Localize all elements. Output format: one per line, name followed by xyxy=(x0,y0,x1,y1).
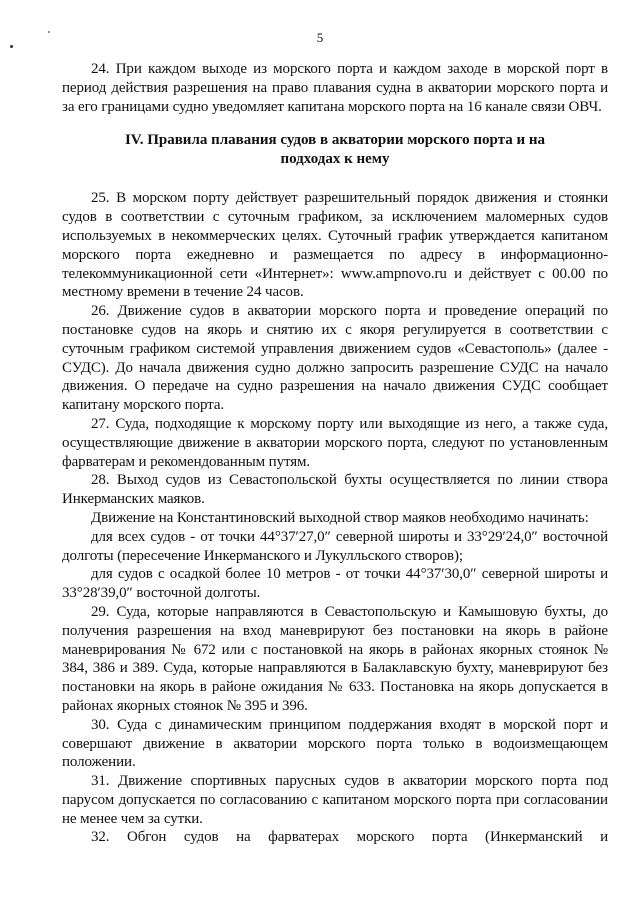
paragraph-24: 24. При каждом выходе из морского порта и каждом заходе в морской порт в период действия разрешения на право плавания судна в акватории морского порта и за его границами судно уведомляет капитана морского порта на 16 канале связи ОВЧ. xyxy=(62,61,608,115)
paragraph-30: 30. Суда с динамическим принципом поддержания входят в морской порт и совершают движение в акватории морского порта только в водоизмещающем положении. xyxy=(62,716,608,771)
section-heading-line-2: подходах к нему xyxy=(280,151,390,168)
paragraph-31: 31. Движение спортивных парусных судов в акватории морского порта под парусом допускается по согласованию с капитаном морского порта при согласовании не менее чем за сутки. xyxy=(62,773,608,827)
page-number: 5 xyxy=(316,30,324,45)
paragraph-25: 25. В морском порту действует разрешительный порядок движения и стоянки судов в соответствии с суточным графиком, за исключением маломерных судов используемых в некоммерческих целях. Суточный график утверждается капитаном морского порта ежедневно и размещается по адресу в информационно-телекоммуникационной сети «Интернет»: www.ampnovo.ru и действует с 00.00 по местному времени в течение 24 часов. xyxy=(62,190,608,301)
paragraph-28-deep-draft: для судов с осадкой более 10 метров - от точки 44°37′30,0″ северной широты и 33°28′39,0″ восточной долготы. xyxy=(62,566,608,602)
paragraph-28-all-vessels: для всех судов - от точки 44°37′27,0″ северной широты и 33°29′24,0″ восточной долготы (пересечение Инкерманского и Лукулльского створов); xyxy=(62,528,608,564)
paragraph-28-movement: Движение на Константиновский выходной створ маяков необходимо начинать: xyxy=(91,509,589,526)
paragraph-27: 27. Суда, подходящие к морскому порту или выходящие из него, а также суда, осуществляющие движение в акватории морского порта, следуют по установленным фарватерам и рекомендованным путям. xyxy=(62,415,608,470)
section-heading xyxy=(62,131,608,169)
paragraph-26: 26. Движение судов в акватории морского порта и проведение операций по постановке судов на якорь и снятию их с якоря регулируется в соответствии с суточным графиком системой управления движением судов «Севастополь» (далее - СУДС). До начала движения судно должно запросить разрешение СУДС на начало движения. О передаче на судно разрешения на начало движения СУДС сообщает капитану морского порта. xyxy=(62,303,608,414)
paragraph-29: 29. Суда, которые направляются в Севастопольскую и Камышовую бухты, до получения разрешения на вход маневрируют без постановки на якорь в районе маневрирования № 672 или с постановкой на якорь в районах якорных стоянок № 384, 386 и 389. Суда, которые направляются в Балаклавскую бухту, маневрируют без постановки на якорь в районе ожидания № 633. Постановка на якорь допускается в районах якорных стоянок № 395 и 396. xyxy=(62,603,608,714)
document-body xyxy=(62,60,608,847)
paragraph-28: 28. Выход судов из Севастопольской бухты осуществляется по линии створа Инкерманских маяков. xyxy=(62,472,608,508)
paragraph-32-start: 32. Обгон судов на фарватерах морского порта (Инкерманский и xyxy=(91,829,608,846)
section-heading-line-1: IV. Правила плавания судов в акватории морского порта и на xyxy=(124,132,546,149)
